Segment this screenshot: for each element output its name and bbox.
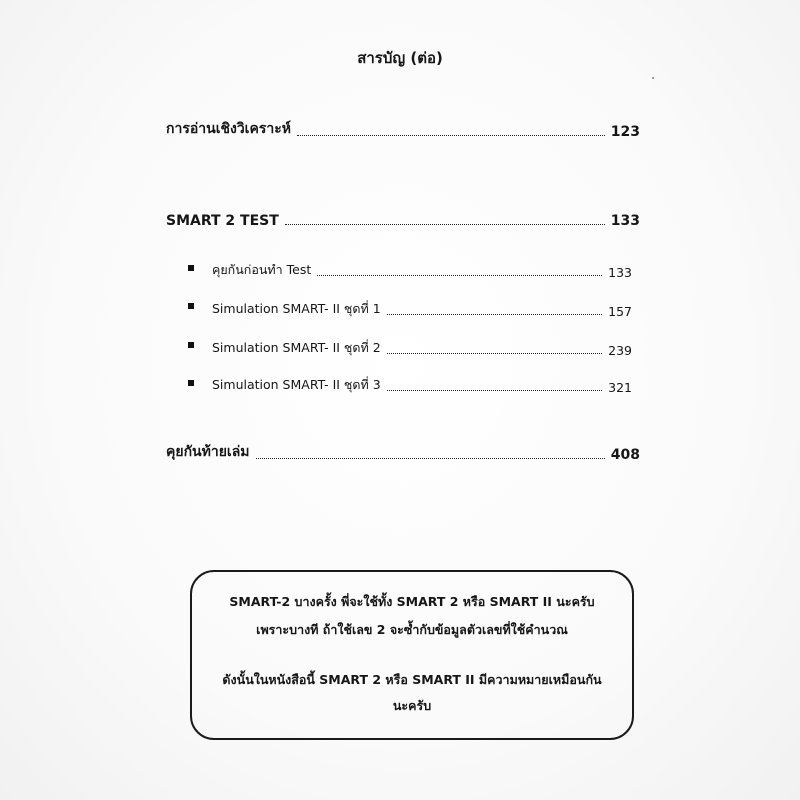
bullet-icon [188, 303, 194, 309]
toc-entry-analytical-reading [166, 118, 640, 140]
dot-leader [285, 223, 605, 225]
dot-leader [387, 389, 602, 391]
toc-subentry [212, 338, 632, 358]
toc-entry-label: การอ่านเชิงวิเคราะห์ [166, 121, 291, 137]
note-line: ดังนั้นในหนังสือนี้ SMART 2 หรือ SMART II มีความหมายเหมือนกัน [222, 672, 602, 687]
toc-entry-page: 408 [610, 447, 640, 463]
toc-entry-label: SMART 2 TEST [166, 213, 279, 229]
bullet-icon [188, 342, 194, 348]
toc-entry-smart2-test [166, 213, 640, 229]
toc-subentry-label: Simulation SMART- II ชุดที่ 3 [212, 377, 381, 392]
toc-subentry-page: 157 [608, 304, 632, 319]
note-line: นะครับ [392, 698, 432, 713]
toc-subentry-label: Simulation SMART- II ชุดที่ 2 [212, 340, 381, 355]
toc-entry-closing-talk [166, 441, 640, 463]
toc-subentry [212, 375, 632, 395]
scan-speck [652, 77, 654, 79]
toc-subentry-page: 321 [608, 380, 632, 395]
toc-subentry-label: Simulation SMART- II ชุดที่ 1 [212, 301, 381, 316]
toc-subentry-page: 133 [608, 265, 632, 280]
note-line: SMART-2 บางครั้ง พี่จะใช้ทั้ง SMART 2 หรือ SMART II นะครับ [229, 594, 595, 609]
toc-entry-label: คุยกันท้ายเล่ม [166, 444, 250, 460]
dot-leader [387, 352, 602, 354]
dot-leader [256, 457, 605, 459]
dot-leader [297, 134, 605, 136]
toc-entry-page: 133 [610, 213, 640, 229]
toc-subentry [212, 260, 632, 280]
note-line: เพราะบางที ถ้าใช้เลข 2 จะซ้ำกับข้อมูลตัวเลขที่ใช้คำนวณ [256, 622, 568, 637]
page-title: สารบัญ (ต่อ) [357, 49, 443, 67]
toc-entry-page: 123 [610, 124, 640, 140]
note-box [190, 570, 634, 740]
toc-subentry [212, 299, 632, 319]
bullet-icon [188, 380, 194, 386]
dot-leader [317, 274, 602, 276]
toc-subentry-label: คุยกันก่อนทำ Test [212, 262, 312, 277]
toc-subentry-page: 239 [608, 343, 632, 358]
dot-leader [387, 313, 602, 315]
bullet-icon [188, 265, 194, 271]
